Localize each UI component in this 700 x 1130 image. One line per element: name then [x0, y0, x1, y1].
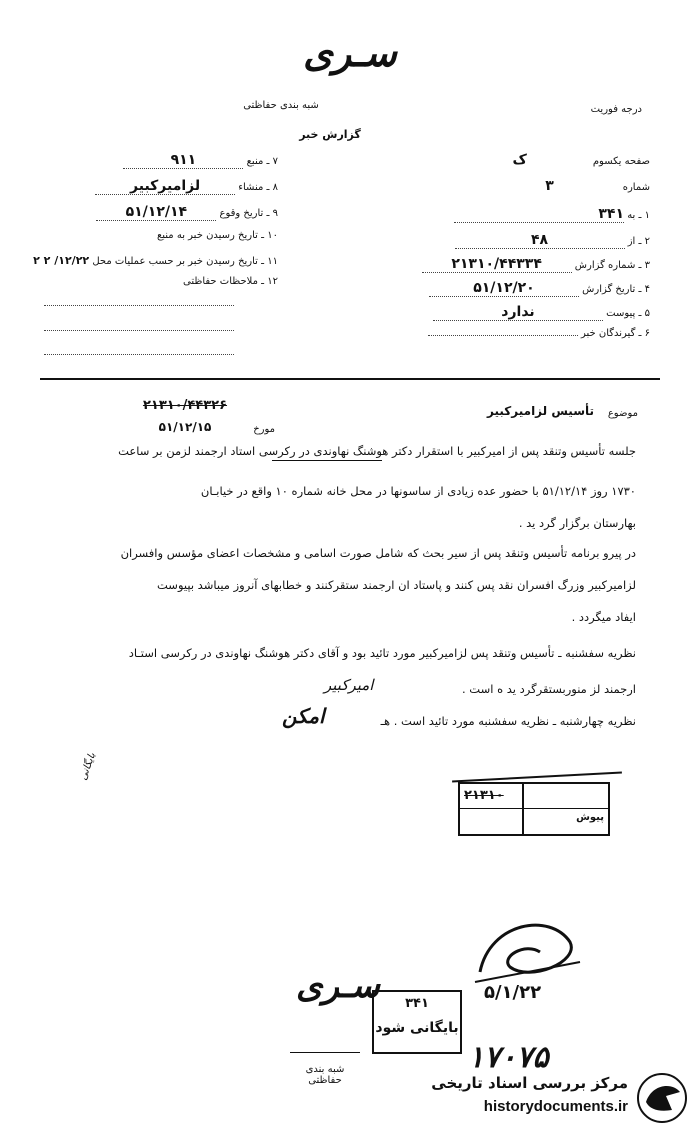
reference-date: ۵۱/۱۲/۱۵ [158, 420, 212, 434]
blank-line [44, 354, 234, 355]
right-field-page [400, 152, 650, 168]
field-label: ۷ ـ منبع [246, 156, 278, 167]
priority-label: درجه فوریت [590, 104, 642, 115]
field-label: ۹ ـ تاریخ وقوع [219, 208, 278, 219]
body-line: نظریه چهارشنبه ـ نظریه سفشنبه مورد تائید است . هـ [380, 714, 636, 728]
brand-watermark [398, 1072, 688, 1124]
field-value: ۲۱۳۱۰/۴۴۳۳۴ [422, 256, 572, 273]
left-field-received [44, 230, 278, 241]
footer-rule [290, 1052, 360, 1053]
body-line: ارجمند لز منوربستقرگرد ید ه است . [462, 682, 636, 696]
received-value: ۲۱۳۱۰ [464, 788, 504, 803]
field-value: ۵۱/۱۲/۲۰ [429, 280, 579, 297]
field-value: ۱۲/۲۲/ ۲ ۲ [33, 254, 90, 267]
footer-section-label: شبه بندی حفاظتی [305, 1064, 345, 1086]
field-value: ۵۱/۱۲/۱۴ [96, 204, 216, 221]
margin-note: بایگانی [78, 751, 99, 782]
field-label: ۱۱ ـ تاریخ رسیدن خبر بر حسب عملیات محل [92, 256, 278, 267]
field-value: ندارد [433, 304, 603, 321]
right-field-report-no [400, 256, 650, 273]
body-line: لزامیرکبیر وزرگ افسران نقد پس کنند و پاستاد ان ارجمند ستقرکنند و خطابهای آنروز میباشد بپیوست [157, 578, 636, 592]
field-value: ۳۴۱ [454, 206, 624, 223]
field-label: ۶ ـ گیرندگان خبر [580, 328, 650, 339]
field-label: ۵ ـ پیوست [606, 308, 650, 319]
right-field-from [400, 232, 650, 249]
subject-value: تأسیس لزامیرکبیر [487, 404, 594, 418]
field-label: شماره [622, 182, 650, 193]
left-field-source [44, 152, 278, 169]
field-label: صفحه یکسوم [592, 156, 650, 167]
field-label: ۳ ـ شماره گزارش [574, 260, 650, 271]
field-label: ۴ ـ تاریخ گزارش [582, 284, 650, 295]
received-label: پیوش [576, 812, 604, 823]
blank-line [44, 330, 234, 331]
right-field-attachment [400, 304, 650, 321]
field-value: لزامیرکبیر [95, 178, 235, 195]
left-field-date [44, 204, 278, 221]
report-label: گزارش خبر [299, 128, 361, 141]
field-label: ۱ ـ به [627, 210, 650, 221]
body-line: نظریه سفشنبه ـ تأسیس وتنقد پس لزامیرکبیر مورد تائید بود و آقای دکتر هوشنگ نهاوندی در رکرسی استـاد [128, 646, 636, 660]
brand-url: historydocuments.ir [483, 1098, 628, 1115]
left-field-ops [33, 254, 278, 267]
signature-scribble [470, 912, 590, 992]
handwritten-note: امیرکبیر [324, 676, 374, 694]
field-label: ۱۲ ـ ملاحظات حفاظتی [183, 276, 278, 287]
field-value: ۹۱۱ [123, 152, 243, 169]
stamp-rule [460, 808, 608, 809]
handwritten-date: ۵/۱/۲۲ [484, 982, 542, 1003]
field-label: ۸ ـ منشاء [238, 182, 278, 193]
brand-name: مرکز بررسی اسناد تاریخی [431, 1074, 628, 1092]
archive-stamp [372, 990, 462, 1054]
right-field-recipients [400, 328, 650, 339]
received-stamp [458, 782, 610, 836]
field-label: ۱۰ ـ تاریخ رسیدن خبر به منبع [156, 230, 278, 241]
strike-line [452, 772, 622, 783]
footer-title: سـری [296, 966, 380, 1006]
subject-label: موضوع [607, 408, 638, 419]
field-value: ک [512, 152, 527, 168]
left-field-notes [44, 276, 278, 287]
left-field-origin [44, 178, 278, 195]
field-label: ۲ ـ از [627, 236, 650, 247]
right-field-report-date [400, 280, 650, 297]
document-title: سـری [303, 30, 397, 75]
body-line: ایفاد میگردد . [571, 610, 636, 624]
body-line: ۱۷۳۰ روز ۵۱/۱۲/۱۴ با حضور عده زیادی از ساسونها در محل خانه شماره ۱۰ واقع در خیابـان [200, 484, 636, 498]
field-value: ۳ [545, 178, 554, 194]
archive-text: بایگانی شود [375, 1020, 459, 1036]
brand-logo-icon [636, 1072, 688, 1124]
handwritten-number: ۱۷۰۷۵ [468, 1040, 549, 1075]
name-underline [272, 460, 382, 461]
section-divider [40, 378, 660, 380]
body-line: در پیرو برنامه تأسیس وتنقد پس از سیر بحث که شامل صورت اسامی و مشخصات اعضای مؤسس وافسران [120, 546, 636, 560]
field-value: ۴۸ [455, 232, 625, 249]
right-field-to [400, 206, 650, 223]
field-value-blank [428, 335, 578, 336]
section-label: شبه بندی حفاظتی [243, 100, 319, 111]
right-field-number [400, 178, 650, 194]
blank-line [44, 305, 234, 306]
handwritten-signature: امکن [282, 704, 325, 728]
body-line: جلسه تأسیس وتنقد پس از امیرکبیر با استقرار دکتر هوشنگ نهاوندی در رکرسی استاد ارجمند لزمن بر ساعت [118, 444, 636, 458]
reference-date-label: مورخ [253, 424, 275, 435]
body-line: بهارستان برگزار گرد ید . [518, 516, 636, 530]
archive-number: ۳۴۱ [405, 996, 429, 1011]
reference-number: ۲۱۳۱۰/۴۴۳۲۶ [142, 398, 228, 413]
